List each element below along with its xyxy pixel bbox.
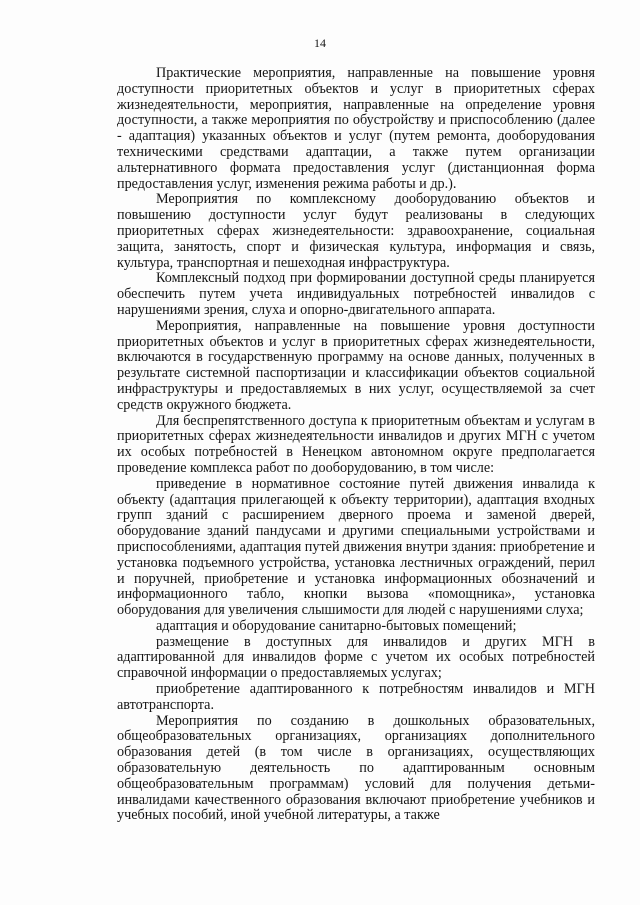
paragraph-education-measures: Мероприятия по созданию в дошкольных образовательных, общеобразовательных организациях, организациях дополнительного образования детей (в том числе в организациях, осуществляющих образовательную деятельность по адаптированным основным общеобразовательным программам) условий для получения детьми-инвалидами качественного образования включают приобретение учебников и учебных пособий, иной учебной литературы, а также [117, 712, 595, 824]
list-item-paths-adaptation: приведение в нормативное состояние путей движения инвалида к объекту (адаптация прилегающей к объекту территории), адаптация входных групп зданий с расширением дверного проема и заменой дверей, оборудование зданий пандусами и другими специальными устройствами и приспособлениями, адаптация путей движения внутри здания: приобретение и установка подъемного устройства, установка лестничных ограждений, перил и поручней, приобретение и установка информационных обозначений и информационного табло, кнопки вызова «помощника», установка оборудования для увеличения слышимости для людей с нарушениями слуха; [117, 475, 595, 619]
list-item-vehicles: приобретение адаптированного к потребностям инвалидов и МГН автотранспорта. [117, 681, 595, 713]
list-item-sanitary-rooms: адаптация и оборудование санитарно-бытовых помещений; [156, 617, 517, 634]
page-number: 14 [314, 36, 326, 50]
paragraph-comprehensive-approach: Комплексный подход при формировании доступной среды планируется обеспечить путем учета индивидуальных потребностей инвалидов с нарушениями зрения, слуха и опорно-двигательного аппарата. [117, 270, 595, 318]
document-body [117, 66, 595, 824]
paragraph-unobstructed-access: Для беспрепятственного доступа к приоритетным объектам и услугам в приоритетных сферах жизнедеятельности инвалидов и других МГН с учетом их особых потребностей в Ненецком автономном округе предполагается проведение комплекса работ по дооборудованию, в том числе: [117, 412, 595, 476]
paragraph-comprehensive-equipment: Мероприятия по комплексному дооборудованию объектов и повышению доступности услуг будут реализованы в следующих приоритетных сферах жизнедеятельности: здравоохранение, социальная защита, занятость, спорт и физическая культура, информация и связь, культура, транспортная и пешеходная инфраструктура. [117, 191, 595, 271]
paragraph-practical-measures: Практические мероприятия, направленные на повышение уровня доступности приоритетных объектов и услуг в приоритетных сферах жизнедеятельности, мероприятия, направленные на определение уровня доступности, а также мероприятия по обустройству и приспособлению (далее - адаптация) указанных объектов и услуг (путем ремонта, дооборудования техническими средствами адаптации, а также путем организации альтернативного формата предоставления услуг (дистанционная форма предоставления услуг, изменения режима работы и др.). [117, 65, 595, 192]
list-item-reference-info: размещение в доступных для инвалидов и других МГН в адаптированной для инвалидов форме с учетом их особых потребностей справочной информации о предоставляемых услугах; [117, 633, 595, 682]
paragraph-state-program: Мероприятия, направленные на повышение уровня доступности приоритетных объектов и услуг в приоритетных сферах жизнедеятельности, включаются в государственную программу на основе данных, полученных в результате системной паспортизации и классификации объектов социальной инфраструктуры и предоставляемых в них услуг, осуществляемой за счет средств окружного бюджета. [117, 317, 595, 413]
